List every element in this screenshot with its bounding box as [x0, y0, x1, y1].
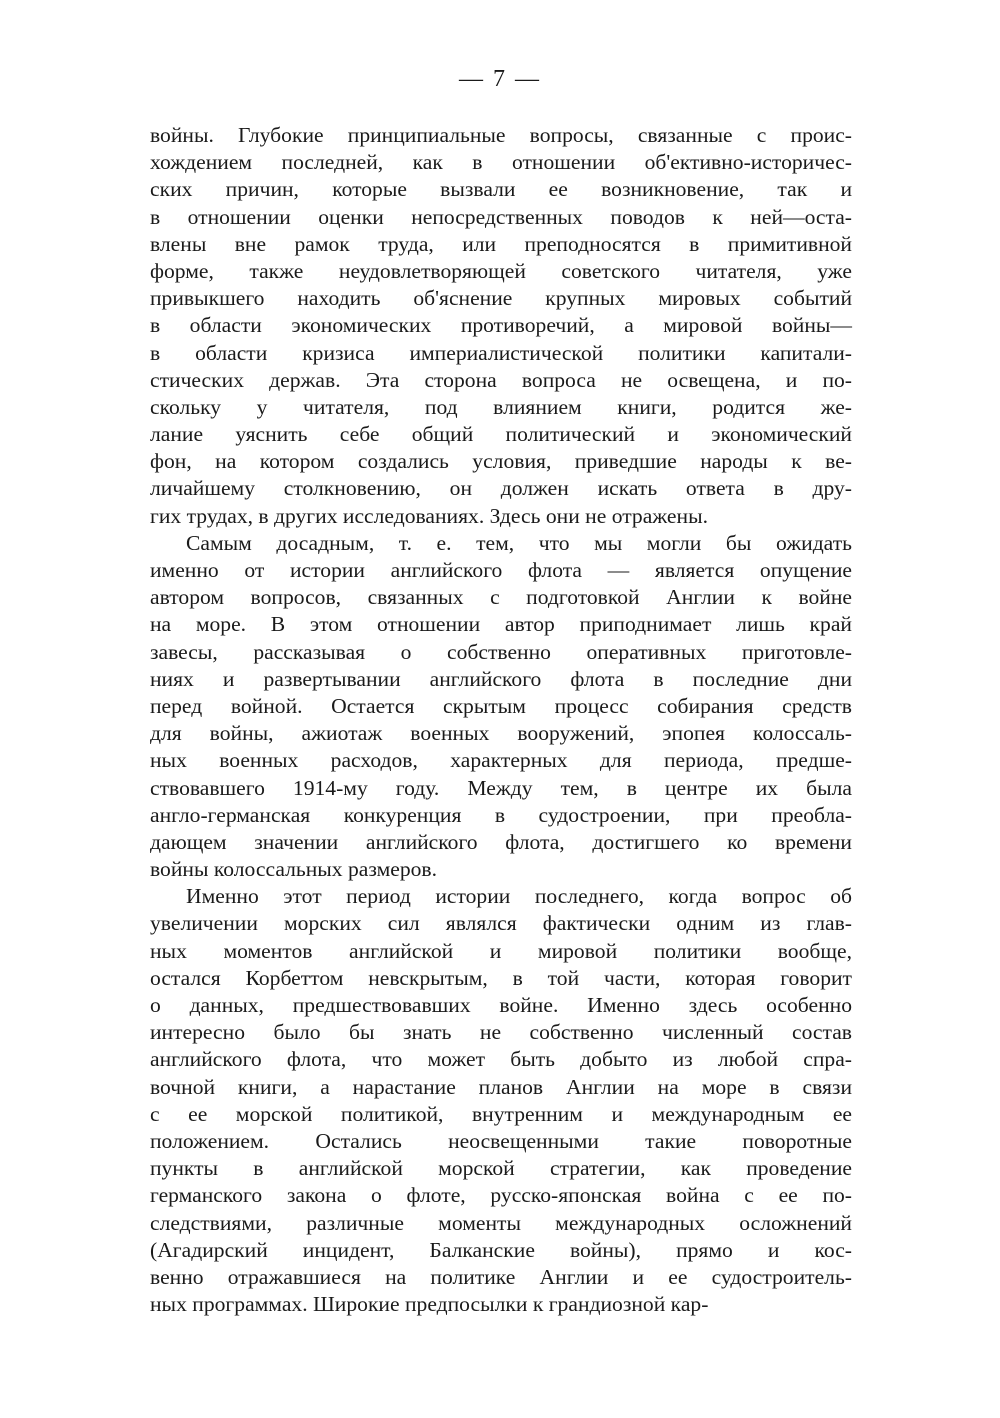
text-line: на море. В этом отношении автор приподнимает лишь край — [150, 612, 852, 637]
text-line: скольку у читателя, под влиянием книги, родится же- — [150, 394, 852, 419]
text-line: хождением последней, как в отношении об'ективно-историчес- — [150, 150, 852, 175]
paragraph-3 — [150, 883, 852, 1318]
text-line: (Агадирский инцидент, Балканские войны), прямо и кос- — [150, 1237, 852, 1262]
text-line: ских причин, которые вызвали ее возникновение, так и — [150, 177, 852, 202]
text-line: с ее морской политикой, внутренним и международным ее — [150, 1101, 852, 1126]
text-line: форме, также неудовлетворяющей советского читателя, уже — [150, 258, 852, 283]
text-line: именно от истории английского флота — является опущение — [150, 558, 852, 582]
text-line: фон, на котором создались условия, приведшие народы к ве- — [150, 449, 852, 474]
paragraph-2 — [150, 530, 852, 883]
text-line: английского флота, что может быть добыто из любой спра- — [150, 1047, 852, 1072]
text-line: в области кризиса империалистической политики капитали- — [150, 340, 852, 365]
paragraph-1 — [150, 122, 852, 530]
text-line: влены вне рамок труда, или преподносятся в примитивной — [150, 231, 852, 256]
text-line: гих трудах, в других исследованиях. Здесь они не отражены. — [150, 503, 708, 528]
text-line: вочной книги, а нарастание планов Англии на море в связи — [150, 1074, 852, 1099]
text-line: в отношении оценки непосредственных поводов к ней—оста- — [150, 204, 852, 229]
text-line: увеличении морских сил являлся фактически одним из глав- — [150, 911, 852, 936]
text-line: дающем значении английского флота, достигшего ко времени — [150, 829, 852, 854]
text-line: ных программах. Широкие предпосылки к грандиозной кар- — [150, 1292, 709, 1317]
page-number: — 7 — — [459, 66, 541, 92]
text-line: лание уяснить себе общий политический и экономический — [150, 422, 852, 447]
text-line: в области экономических противоречий, а мировой войны— — [150, 313, 852, 338]
text-line: германского закона о флоте, русско-японская война с ее по- — [150, 1183, 852, 1208]
text-line: ных военных расходов, характерных для периода, предше- — [150, 748, 852, 773]
text-line: привыкшего находить об'яснение крупных мировых событий — [150, 286, 852, 311]
body-text — [150, 122, 852, 1318]
text-line: войны. Глубокие принципиальные вопросы, связанные с проис- — [150, 123, 852, 147]
text-line: стических держав. Эта сторона вопроса не освещена, и по- — [150, 367, 852, 392]
text-line: войны колоссальных размеров. — [150, 857, 438, 882]
text-line: ствовавшего 1914-му году. Между тем, в центре их была — [150, 775, 852, 800]
text-line: пункты в английской морской стратегии, как проведение — [150, 1156, 852, 1181]
text-line: о данных, предшествовавших войне. Именно здесь особенно — [150, 993, 852, 1017]
text-line: перед войной. Остается скрытым процесс собирания средств — [150, 693, 852, 718]
text-line: следствиями, различные моменты международных осложнений — [150, 1210, 852, 1235]
text-line: англо-германская конкуренция в судостроении, при преобла- — [150, 802, 852, 827]
text-line: интересно было бы знать не собственно численный состав — [150, 1020, 852, 1045]
text-line: автором вопросов, связанных с подготовкой Англии к войне — [150, 585, 852, 610]
text-line: для войны, ажиотаж военных вооружений, эпопея колоссаль- — [150, 721, 852, 746]
text-line: Самым досадным, т. е. тем, что мы могли бы ожидать — [186, 530, 852, 555]
text-line: ниях и развертывании английского флота в последние дни — [150, 666, 852, 691]
text-line: венно отражавшиеся на политике Англии и ее судостроитель- — [150, 1264, 852, 1289]
text-line: Именно этот период истории последнего, когда вопрос об — [186, 884, 852, 909]
text-line: положением. Остались неосвещенными такие поворотные — [150, 1128, 852, 1153]
text-line: личайшему столкновению, он должен искать ответа в дру- — [150, 476, 852, 501]
text-line: завесы, рассказывая о собственно оперативных приготовле- — [150, 639, 852, 664]
text-line: ных моментов английской и мировой политики вообще, — [150, 938, 852, 963]
text-line: остался Корбеттом невскрытым, в той части, которая говорит — [150, 965, 852, 990]
